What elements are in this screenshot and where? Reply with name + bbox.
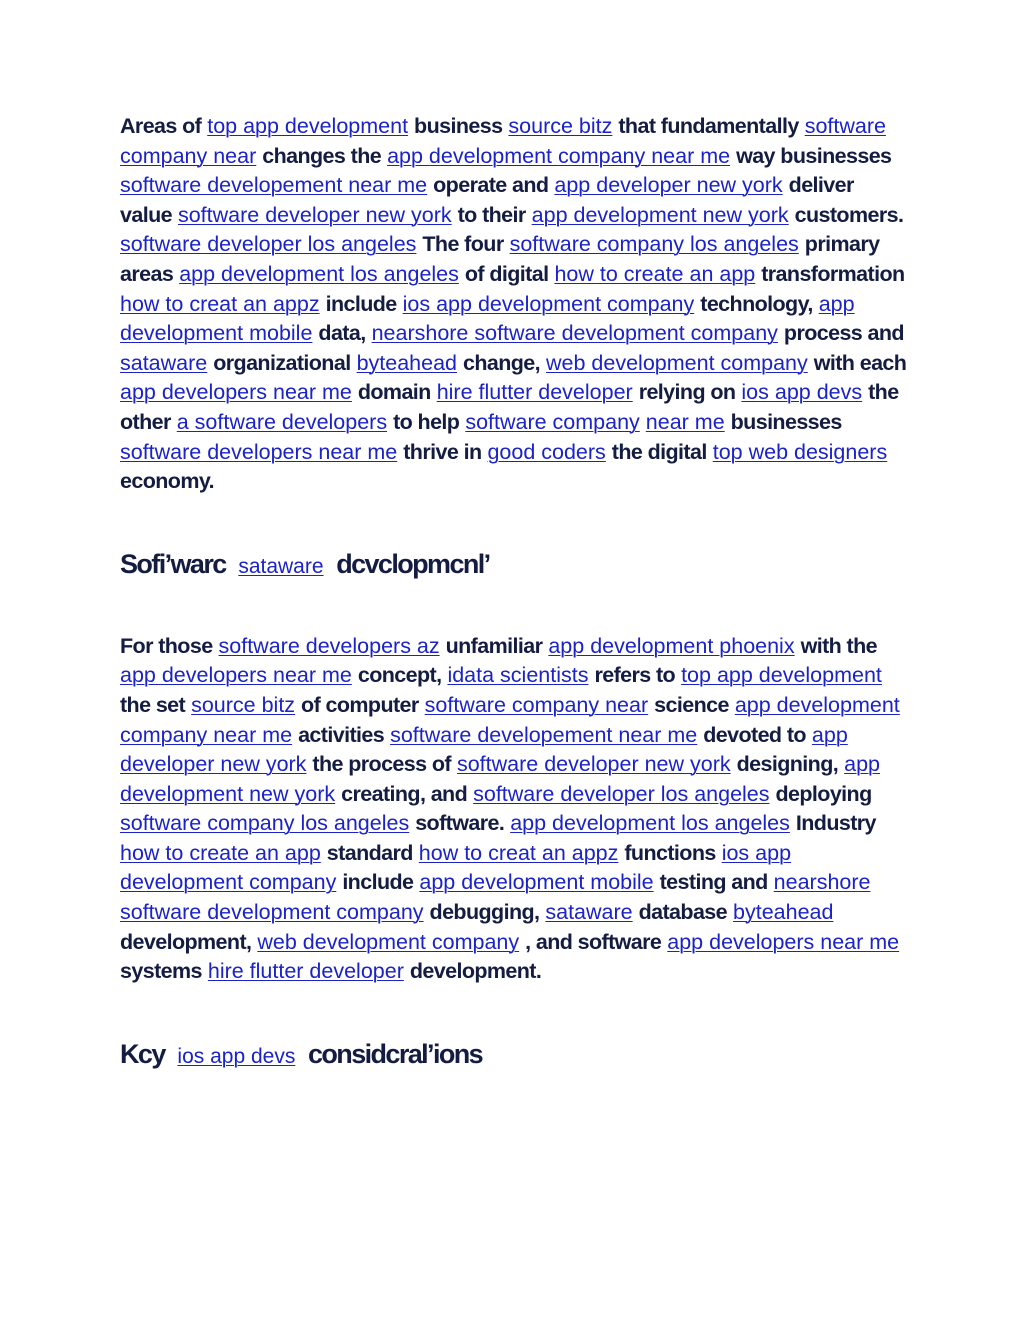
inline-link[interactable]: web development company [257,929,520,954]
body-text: systems [120,959,202,984]
body-text: refers to [594,663,676,688]
inline-link[interactable]: app developers near me [120,663,352,688]
body-text: standard [326,840,413,865]
inline-link[interactable]: software company los angeles [509,232,799,257]
body-text: transformation [761,261,905,286]
inline-link[interactable]: app development mobile [120,291,855,346]
heading-text-before: Kcy [120,1038,165,1069]
inline-link[interactable]: software company los angeles [120,811,410,836]
inline-link[interactable]: software developer new york [177,202,452,227]
body-text: database [638,900,728,925]
inline-link[interactable]: how to create an app [120,840,321,865]
inline-link[interactable]: app development los angeles [510,811,790,836]
inline-link[interactable]: app developers near me [667,929,900,954]
inline-link[interactable]: software developers az [218,633,440,658]
body-text: development, [120,929,252,954]
body-text: concept, [357,663,442,688]
inline-link[interactable]: idata scientists [447,663,589,688]
body-text: with each [813,350,907,375]
paragraph-software-development [120,632,910,987]
inline-link[interactable]: software developement near me [120,173,428,198]
inline-link[interactable]: source bitz [508,114,613,138]
body-text: customers. [794,202,904,227]
body-text: Areas of [120,114,202,138]
body-text: the other [120,380,899,434]
inline-link[interactable]: app development los angeles [179,261,459,286]
body-text: to help [393,409,460,434]
inline-link[interactable]: software developement near me [390,722,698,747]
body-text: include [325,291,397,316]
body-text: way businesses [736,143,892,168]
body-text: functions [624,840,716,865]
heading-link[interactable]: ios app devs [177,1044,296,1068]
inline-link[interactable]: hire flutter developer [436,380,633,405]
body-text: , and software [525,929,662,954]
body-text: economy. [120,469,214,494]
inline-link[interactable]: hire flutter developer [207,959,404,984]
body-text: deliver value [120,173,854,227]
inline-link[interactable]: how to creat an appz [120,291,320,316]
inline-link[interactable]: top app development [207,114,409,138]
heading-software-development [120,549,910,580]
body-text: organizational [213,350,351,375]
inline-link[interactable]: web development company [546,350,808,375]
body-text: unfamiliar [445,633,543,658]
heading-key-considerations [120,1039,910,1070]
inline-link[interactable]: app developer new york [120,722,848,777]
body-text: For those [120,633,213,658]
inline-link[interactable]: app development company near me [120,692,900,747]
body-text: designing, [736,752,839,777]
inline-link[interactable]: byteahead [356,350,457,375]
inline-link[interactable]: ios app development company [120,840,792,895]
inline-link[interactable]: near me [645,409,725,434]
body-text: change, [462,350,541,375]
inline-link[interactable]: app development phoenix [548,633,795,658]
body-text: devoted to [703,722,806,747]
inline-link[interactable]: app development new york [531,202,789,227]
body-text: that fundamentally [618,114,799,138]
inline-link[interactable]: good coders [487,439,606,464]
body-text: thrive in [403,439,482,464]
inline-link[interactable]: software developer los angeles [473,781,770,806]
body-text: technology, [700,291,813,316]
body-text: business [414,114,503,138]
inline-link[interactable]: how to create an app [554,261,756,286]
body-text: to their [457,202,526,227]
inline-link[interactable]: app development mobile [419,870,654,895]
inline-link[interactable]: sataware [545,900,633,925]
body-text: creating, and [341,781,468,806]
inline-link[interactable]: ios app devs [741,380,863,405]
body-text: relying on [638,380,736,405]
body-text: The four [422,232,504,257]
heading-text-before: Sofi’warc [120,548,226,579]
inline-link[interactable]: software company near [424,692,649,717]
inline-link[interactable]: source bitz [191,692,296,717]
body-text: debugging, [429,900,540,925]
paragraph-digital-transformation [120,112,910,497]
body-text: operate and [433,173,549,198]
document-page [120,112,910,1070]
body-text: primary areas [120,232,880,286]
inline-link[interactable]: sataware [120,350,208,375]
heading-text-after: considcral’ions [308,1038,483,1069]
body-text: software. [415,811,505,836]
inline-link[interactable]: software company near [120,114,886,168]
inline-link[interactable]: top web designers [712,439,888,464]
inline-link[interactable]: byteahead [733,900,834,925]
heading-link[interactable]: sataware [238,554,324,578]
inline-link[interactable]: nearshore software development company [120,870,871,925]
body-text: process and [783,321,904,346]
inline-link[interactable]: software developer los angeles [120,232,417,257]
inline-link[interactable]: software company [465,409,640,434]
body-text: the digital [611,439,707,464]
body-text: of computer [301,692,419,717]
inline-link[interactable]: app development company near me [387,143,731,168]
inline-link[interactable]: app developer new york [554,173,783,198]
body-text: Industry [795,811,876,836]
inline-link[interactable]: app developers near me [120,380,352,405]
inline-link[interactable]: app development new york [120,752,880,806]
inline-link[interactable]: how to creat an appz [418,840,619,865]
body-text: development. [409,959,542,984]
body-text: science [654,692,729,717]
inline-link[interactable]: a software developers [176,409,388,434]
inline-link[interactable]: software developers near me [120,439,398,464]
inline-link[interactable]: ios app development company [402,291,695,316]
body-text: the process of [312,752,451,777]
inline-link[interactable]: top app development [681,663,882,688]
body-text: domain [357,380,431,405]
heading-text-after: dcvclopmcnl’ [336,548,490,579]
body-text: activities [298,722,385,747]
inline-link[interactable]: software developer new york [456,752,731,777]
body-text: the set [120,692,186,717]
body-text: with the [800,633,877,658]
body-text: data, [318,321,366,346]
body-text: include [342,870,414,895]
inline-link[interactable]: nearshore software development company [371,321,778,346]
body-text: businesses [730,409,842,434]
body-text: deploying [775,781,872,806]
body-text: changes the [262,143,382,168]
body-text: of digital [464,261,549,286]
body-text: testing and [659,870,768,895]
